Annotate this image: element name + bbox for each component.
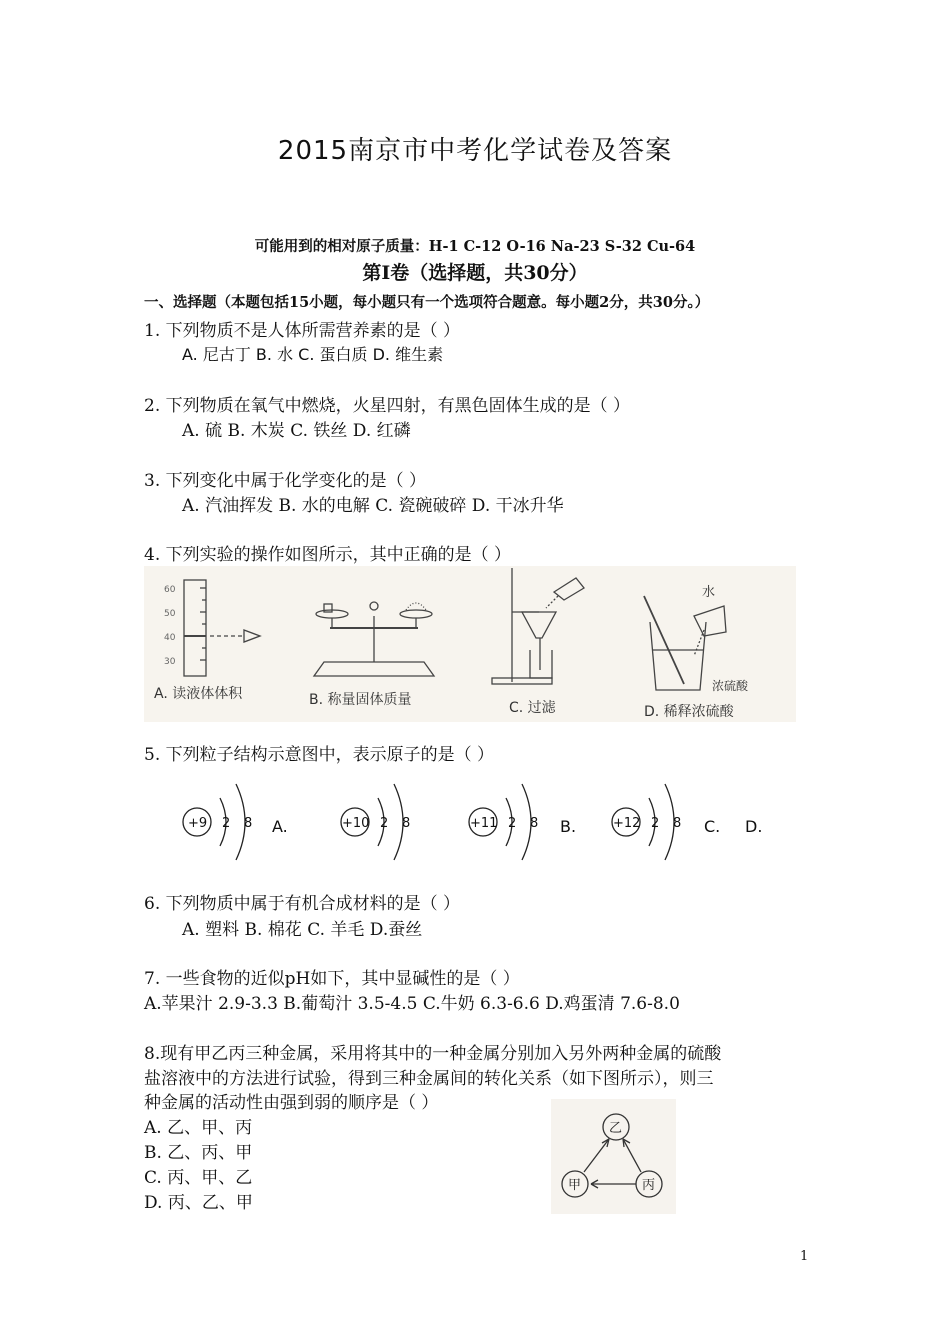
atom-structure-diagrams xyxy=(176,776,776,866)
shell-label: 8 xyxy=(244,816,253,831)
q6-stem: 6. 下列物质中属于有机合成材料的是（ ） xyxy=(144,894,461,914)
q6-options: A. 塑料 B. 棉花 C. 羊毛 D.蚕丝 xyxy=(182,920,423,940)
shell-label: 2 xyxy=(508,816,517,831)
q8-figure xyxy=(551,1099,676,1214)
option-letter: B. xyxy=(560,817,577,836)
q1-options: A. 尼古丁 B. 水 C. 蛋白质 D. 维生素 xyxy=(182,345,444,364)
shell-label: 2 xyxy=(380,816,389,831)
q8-option-a: A. 乙、甲、丙 xyxy=(144,1118,253,1138)
section-title: 第Ⅰ卷（选择题，共30分） xyxy=(362,262,588,284)
filtration-image xyxy=(492,568,584,684)
page-title: 2015南京市中考化学试卷及答案 xyxy=(277,136,673,166)
shell-label: 8 xyxy=(673,816,682,831)
caption-a: A. 读液体体积 xyxy=(154,686,243,702)
node-jia: 甲 xyxy=(568,1178,582,1193)
q8-line1: 8.现有甲乙丙三种金属，采用将其中的一种金属分别加入另外两种金属的硫酸 xyxy=(144,1044,722,1064)
option-letter: A. xyxy=(272,817,288,836)
tick-label: 40 xyxy=(164,633,176,643)
node-bing: 丙 xyxy=(642,1178,656,1193)
metal-conversion-diagram xyxy=(551,1099,676,1214)
q2-stem: 2. 下列物质在氧气中燃烧，火星四射，有黑色固体生成的是（ ） xyxy=(144,396,631,416)
q3-stem: 3. 下列变化中属于化学变化的是（ ） xyxy=(144,471,427,491)
q8-line3: 种金属的活动性由强到弱的顺序是（ ） xyxy=(144,1093,439,1113)
caption-b: B. 称量固体质量 xyxy=(309,692,412,708)
caption-d: D. 稀释浓硫酸 xyxy=(644,704,734,720)
page-number: 1 xyxy=(800,1249,809,1264)
q7-stem: 7. 一些食物的近似pH如下，其中显碱性的是（ ） xyxy=(144,969,520,989)
tick-label: 30 xyxy=(164,657,176,667)
q5-stem: 5. 下列粒子结构示意图中，表示原子的是（ ） xyxy=(144,745,495,765)
q4-stem: 4. 下列实验的操作如图所示，其中正确的是（ ） xyxy=(144,545,512,565)
shell-label: 8 xyxy=(402,816,411,831)
q4-figure xyxy=(144,566,796,722)
q8-option-b: B. 乙、丙、甲 xyxy=(144,1143,253,1163)
q4-apparatus-drawing xyxy=(144,566,796,722)
shell-label: 2 xyxy=(222,816,231,831)
shell-label: 8 xyxy=(530,816,539,831)
q2-options: A. 硫 B. 木炭 C. 铁丝 D. 红磷 xyxy=(182,421,411,441)
dilution-image xyxy=(644,596,726,690)
q8-line2: 盐溶液中的方法进行试验，得到三种金属间的转化关系（如下图所示），则三 xyxy=(144,1069,714,1089)
nucleus-label: +12 xyxy=(613,816,641,831)
node-yi: 乙 xyxy=(609,1121,623,1136)
tick-label: 50 xyxy=(164,609,176,619)
water-label: 水 xyxy=(702,585,716,600)
shell-label: 2 xyxy=(651,816,660,831)
q3-options: A. 汽油挥发 B. 水的电解 C. 瓷碗破碎 D. 干冰升华 xyxy=(182,496,564,516)
acid-label: 浓硫酸 xyxy=(712,679,749,693)
graduated-cylinder-image xyxy=(184,580,260,676)
option-letter: C. xyxy=(704,817,721,836)
tick-label: 60 xyxy=(164,585,176,595)
atomic-masses: 可能用到的相对原子质量：H-1 C-12 O-16 Na-23 S-32 Cu-64 xyxy=(254,238,696,255)
q1-stem: 1. 下列物质不是人体所需营养素的是（ ） xyxy=(144,321,461,341)
q7-options: A.苹果汁 2.9-3.3 B.葡萄汁 3.5-4.5 C.牛奶 6.3-6.6 D.鸡蛋清 7.6-8.0 xyxy=(144,994,680,1014)
nucleus-label: +11 xyxy=(470,816,498,831)
q8-option-d: D. 丙、乙、甲 xyxy=(144,1193,253,1213)
option-letter: D. xyxy=(745,817,763,836)
q5-figure xyxy=(176,776,776,866)
section-instruction: 一、选择题（本题包括15小题，每小题只有一个选项符合题意。每小题2分，共30分。） xyxy=(144,294,710,311)
nucleus-label: +10 xyxy=(342,816,370,831)
caption-c: C. 过滤 xyxy=(509,700,556,716)
balance-image xyxy=(314,602,434,676)
q8-option-c: C. 丙、甲、乙 xyxy=(144,1168,253,1188)
nucleus-label: +9 xyxy=(188,816,208,831)
